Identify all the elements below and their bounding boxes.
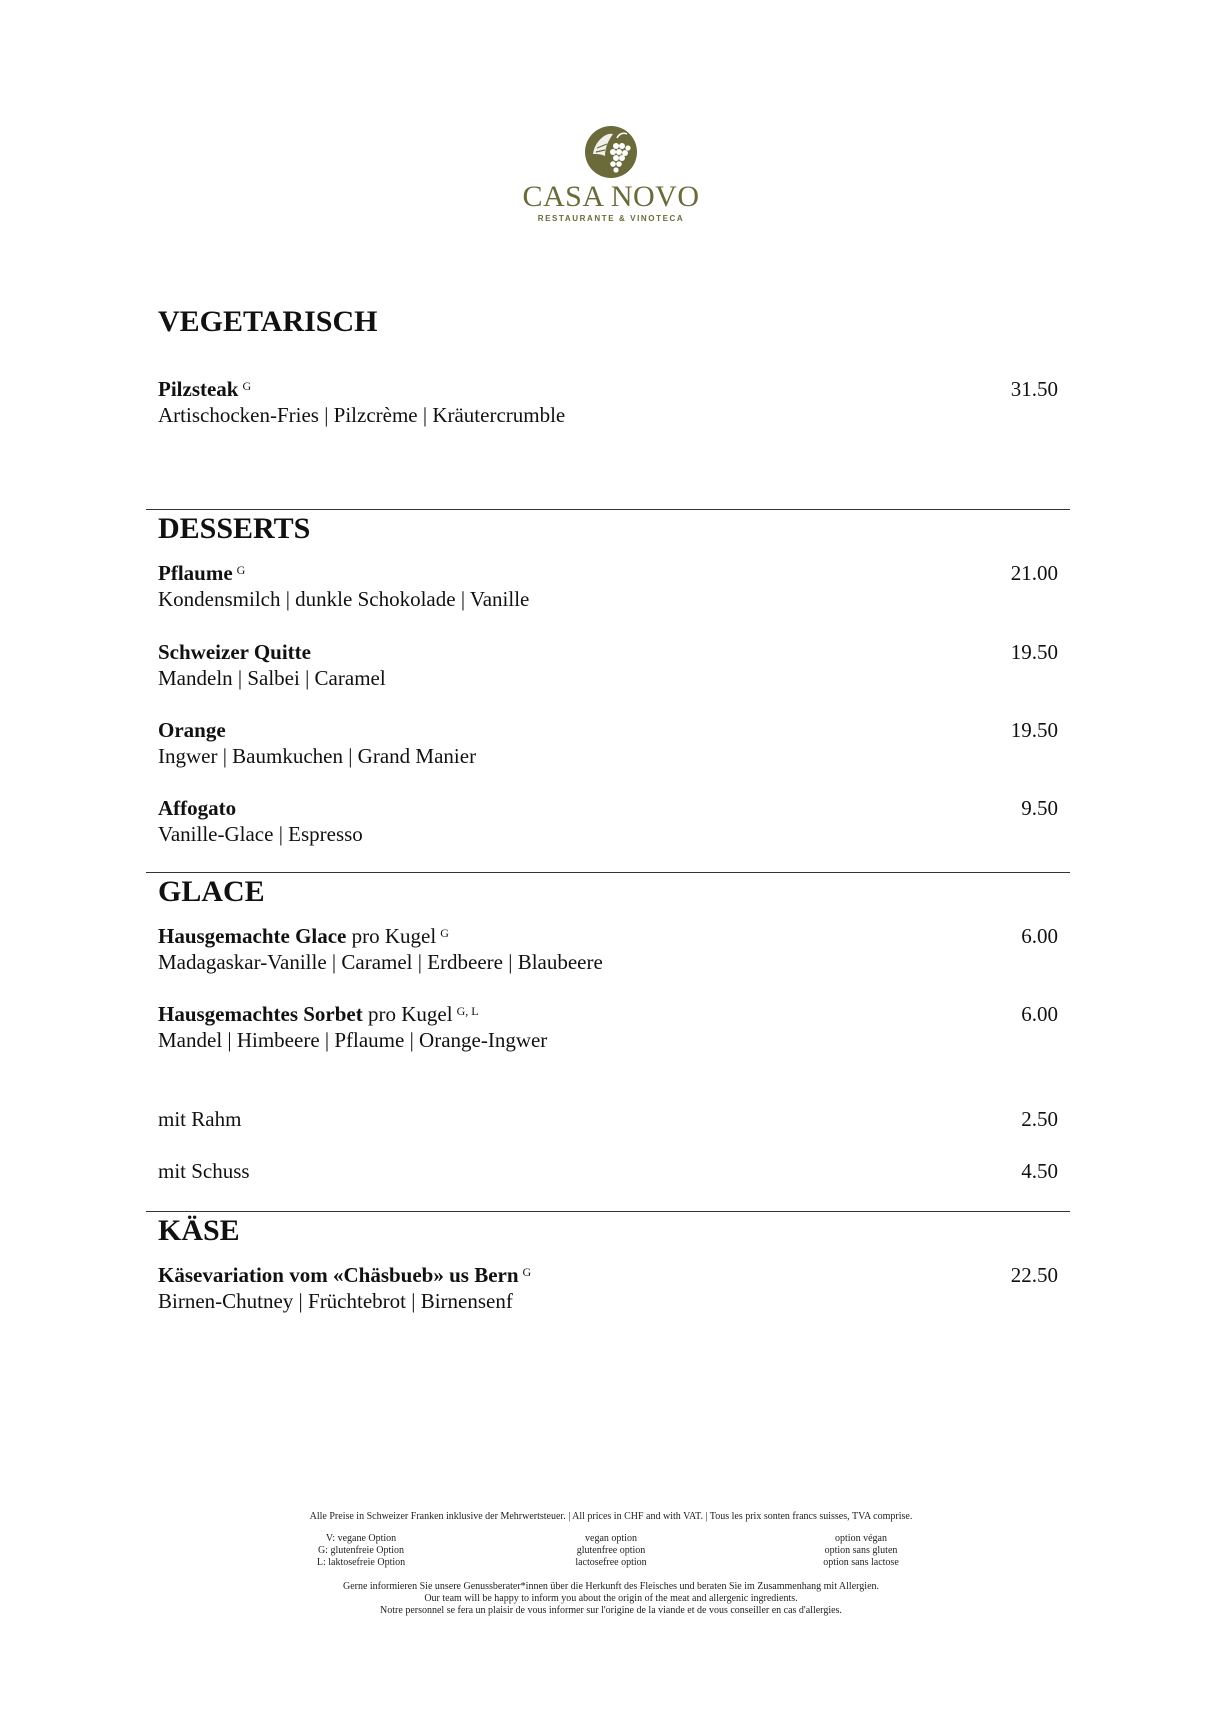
item-description: Vanille-Glace | Espresso — [158, 822, 363, 846]
item-price: 19.50 — [1010, 718, 1058, 742]
item-name: Affogato — [158, 796, 237, 820]
item-description: Mandel | Himbeere | Pflaume | Orange-Ingwer — [158, 1028, 548, 1052]
menu-item — [158, 1262, 1058, 1314]
item-price: 6.00 — [1021, 1002, 1058, 1026]
brand-name: CASA NOVO — [522, 180, 700, 213]
legend-line: option végan — [835, 1533, 887, 1544]
legend-line: option sans lactose — [823, 1557, 899, 1568]
menu-item — [158, 717, 1058, 769]
prices-note: Alle Preise in Schweizer Franken inklusive der Mehrwertsteuer. | All prices in CHF and with VAT. | Tous les prix sonten francs suisses, TVA comprise. — [309, 1511, 913, 1522]
item-name: Hausgemachte Glace — [158, 924, 347, 948]
extra-price: 2.50 — [1021, 1107, 1058, 1131]
item-name: Käsevariation vom «Chäsbueb» us Bern — [158, 1263, 519, 1287]
extra-option — [158, 1106, 1058, 1132]
section-title-kaese: KÄSE — [158, 1214, 240, 1247]
item-price: 9.50 — [1021, 796, 1058, 820]
menu-footer — [0, 1511, 1222, 1617]
section-divider — [146, 1211, 1070, 1212]
section-title-desserts: DESSERTS — [158, 512, 311, 545]
legend-line: L: laktosefreie Option — [316, 1557, 406, 1568]
grape-leaf-emblem-icon — [583, 124, 639, 180]
item-name-suffix: pro Kugel — [346, 924, 437, 948]
allergen-marker: G — [242, 379, 252, 393]
menu-item — [158, 923, 1058, 975]
item-name: Pilzsteak — [158, 377, 239, 401]
item-name: Orange — [158, 718, 226, 742]
legend-column-fr — [736, 1533, 986, 1569]
menu-item — [158, 376, 1058, 428]
allergen-marker: G — [440, 926, 449, 940]
allergy-info-en: Our team will be happy to inform you about the origin of the meat and allergenic ingredients. — [424, 1593, 798, 1604]
brand-tagline: RESTAURANTE & VINOTECA — [537, 214, 685, 223]
extra-label: mit Schuss — [158, 1159, 250, 1183]
legend-line: glutenfree option — [576, 1545, 646, 1556]
allergy-info-fr: Notre personnel se fera un plaisir de vous informer sur l'origine de la viande et de vous conseiller en cas d'allergies. — [380, 1605, 842, 1616]
item-description: Artischocken-Fries | Pilzcrème | Kräutercrumble — [158, 403, 566, 427]
item-name: Schweizer Quitte — [158, 640, 311, 664]
legend-line: option sans gluten — [824, 1545, 898, 1556]
menu-item — [158, 639, 1058, 691]
menu-item — [158, 560, 1058, 612]
section-divider — [146, 509, 1070, 510]
item-price: 19.50 — [1010, 640, 1058, 664]
item-description: Birnen-Chutney | Früchtebrot | Birnensenf — [158, 1289, 513, 1313]
item-price: 22.50 — [1010, 1263, 1058, 1287]
legend-line: G: glutenfreie Option — [317, 1545, 405, 1556]
item-price: 6.00 — [1021, 924, 1058, 948]
item-description: Ingwer | Baumkuchen | Grand Manier — [158, 744, 477, 768]
section-divider — [146, 872, 1070, 873]
menu-item — [158, 795, 1058, 847]
item-price: 31.50 — [1010, 377, 1058, 401]
item-description: Kondensmilch | dunkle Schokolade | Vanille — [158, 587, 530, 611]
extra-label: mit Rahm — [158, 1107, 242, 1131]
legend-column-en — [486, 1533, 736, 1569]
allergy-info — [0, 1581, 1222, 1617]
allergen-marker: G — [522, 1265, 532, 1279]
legend-line: lactosefree option — [575, 1557, 647, 1568]
legend-line: vegan option — [585, 1533, 637, 1544]
section-title-glace: GLACE — [158, 875, 265, 908]
item-description: Mandeln | Salbei | Caramel — [158, 666, 386, 690]
extra-option — [158, 1158, 1058, 1184]
item-name-suffix: pro Kugel — [362, 1002, 453, 1026]
allergy-info-de: Gerne informieren Sie unsere Genussberater*innen über die Herkunft des Fleisches und beraten Sie im Zusammenhang mit Allergien. — [342, 1581, 880, 1592]
legend-line: V: vegane Option — [325, 1533, 397, 1544]
dietary-legend — [0, 1533, 1222, 1569]
item-description: Madagaskar-Vanille | Caramel | Erdbeere | Blaubeere — [158, 950, 603, 974]
menu-item — [158, 1001, 1058, 1053]
item-price: 21.00 — [1010, 561, 1058, 585]
section-title-vegetarisch: VEGETARISCH — [158, 305, 378, 338]
restaurant-logo — [0, 124, 1222, 223]
item-name: Hausgemachtes Sorbet — [158, 1002, 363, 1026]
item-name: Pflaume — [158, 561, 233, 585]
legend-column-de — [236, 1533, 486, 1569]
allergen-marker: G — [236, 563, 246, 577]
allergen-marker: G, L — [456, 1004, 479, 1018]
extra-price: 4.50 — [1021, 1159, 1058, 1183]
